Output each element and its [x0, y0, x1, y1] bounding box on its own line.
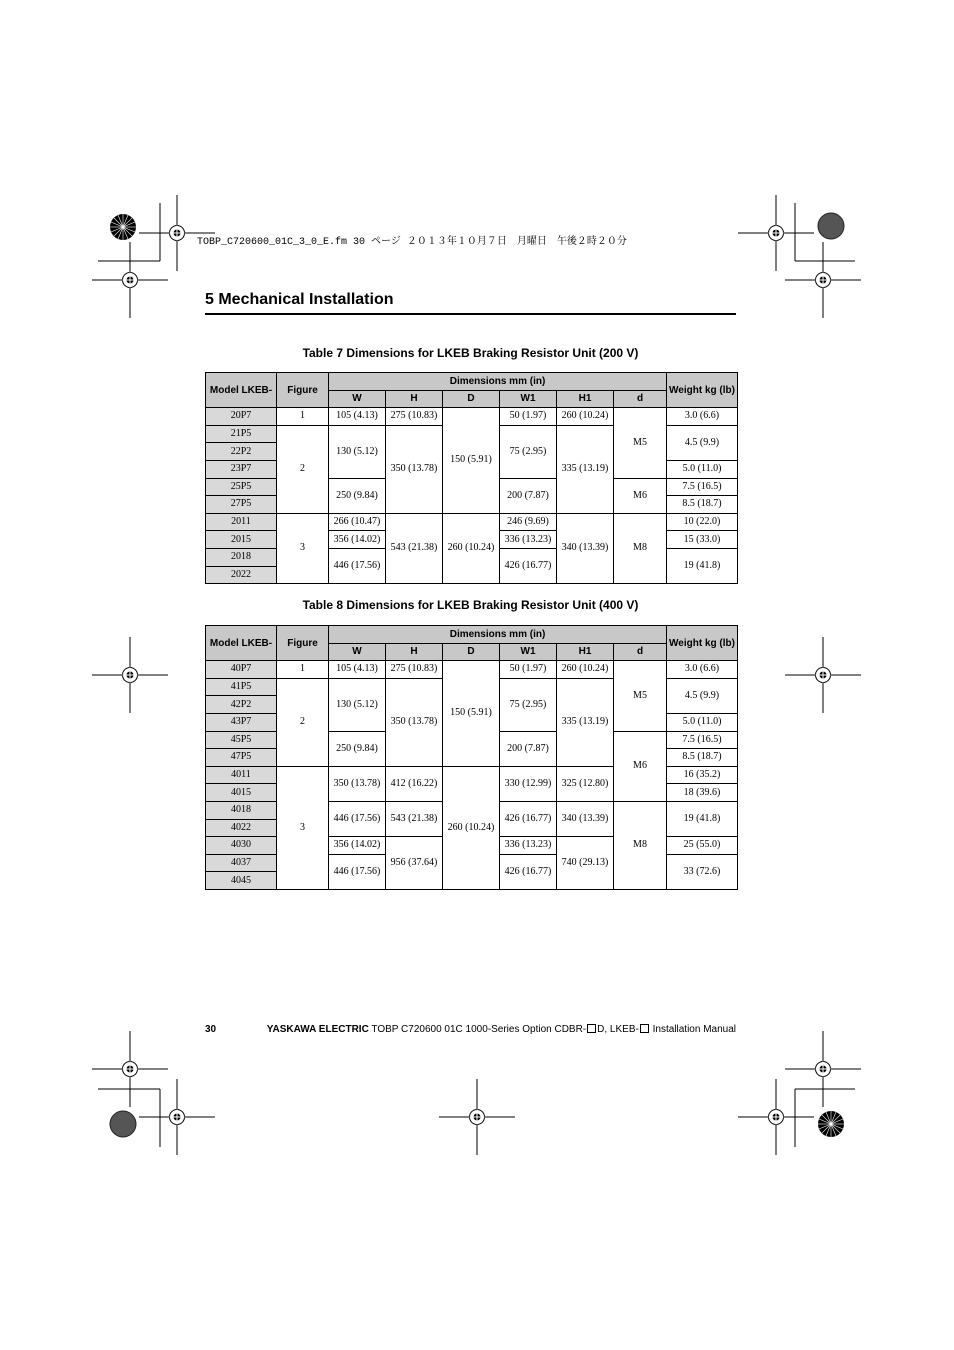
model-cell: 41P5: [206, 678, 277, 696]
h-cell: 350 (13.78): [386, 678, 443, 766]
model-cell: 4022: [206, 819, 277, 837]
h1-cell: 340 (13.39): [557, 801, 614, 836]
figure-cell: 1: [277, 408, 329, 426]
h1-cell: 325 (12.80): [557, 766, 614, 801]
w-cell: 350 (13.78): [329, 766, 386, 801]
w1-cell: 200 (7.87): [500, 731, 557, 766]
w1-cell: 75 (2.95): [500, 425, 557, 478]
h-cell: 543 (21.38): [386, 801, 443, 836]
file-slug: TOBP_C720600_01C_3_0_E.fm 30 ページ ２０１３年１０月７日 月曜日 午後２時２０分: [197, 237, 627, 248]
w1-cell: 426 (16.77): [500, 801, 557, 836]
w1-cell: 50 (1.97): [500, 408, 557, 426]
model-cell: 4030: [206, 837, 277, 855]
header-weight: Weight kg (lb): [667, 626, 738, 661]
d-cell: M6: [614, 731, 667, 801]
h1-cell: 260 (10.24): [557, 661, 614, 679]
model-cell: 45P5: [206, 731, 277, 749]
w-cell: 446 (17.56): [329, 548, 386, 583]
h1-cell: 340 (13.39): [557, 513, 614, 583]
w1-cell: 50 (1.97): [500, 661, 557, 679]
weight-cell: 33 (72.6): [667, 854, 738, 889]
table7-caption: Table 7 Dimensions for LKEB Braking Resistor Unit (200 V): [302, 346, 639, 360]
weight-cell: 7.5 (16.5): [667, 478, 738, 496]
h-cell: 350 (13.78): [386, 425, 443, 513]
figure-cell: 3: [277, 766, 329, 889]
header-w: W: [329, 390, 386, 408]
w1-cell: 426 (16.77): [500, 854, 557, 889]
h-cell: 275 (10.83): [386, 661, 443, 679]
model-cell: 27P5: [206, 496, 277, 514]
w1-cell: 246 (9.69): [500, 513, 557, 531]
model-cell: 47P5: [206, 749, 277, 767]
weight-cell: 19 (41.8): [667, 801, 738, 836]
weight-cell: 10 (22.0): [667, 513, 738, 531]
header-figure: Figure: [277, 373, 329, 408]
model-cell: 25P5: [206, 478, 277, 496]
table7: [205, 372, 738, 584]
weight-cell: 25 (55.0): [667, 837, 738, 855]
h1-cell: 335 (13.19): [557, 425, 614, 513]
figure-cell: 2: [277, 678, 329, 766]
h1-cell: 740 (29.13): [557, 837, 614, 890]
d-cell: M5: [614, 661, 667, 731]
w-cell: 250 (9.84): [329, 731, 386, 766]
model-cell: 2022: [206, 566, 277, 584]
model-cell: 2011: [206, 513, 277, 531]
header-model: Model LKEB-: [206, 626, 277, 661]
weight-cell: 8.5 (18.7): [667, 496, 738, 514]
model-cell: 21P5: [206, 425, 277, 443]
header-w1: W1: [500, 390, 557, 408]
header-model: Model LKEB-: [206, 373, 277, 408]
d-cell: M8: [614, 513, 667, 583]
model-cell: 42P2: [206, 696, 277, 714]
h-cell: 543 (21.38): [386, 513, 443, 583]
footer-brand: YASKAWA ELECTRIC: [266, 1024, 369, 1035]
w1-cell: 200 (7.87): [500, 478, 557, 513]
header-h1: H1: [557, 390, 614, 408]
placeholder-box-icon: [640, 1024, 649, 1033]
weight-cell: 15 (33.0): [667, 531, 738, 549]
header-h1: H1: [557, 643, 614, 661]
w-cell: 250 (9.84): [329, 478, 386, 513]
model-cell: 43P7: [206, 713, 277, 731]
d-col-cell: 150 (5.91): [443, 408, 500, 514]
placeholder-box-icon: [587, 1024, 596, 1033]
header-weight: Weight kg (lb): [667, 373, 738, 408]
weight-cell: 5.0 (11.0): [667, 460, 738, 478]
w1-cell: 75 (2.95): [500, 678, 557, 731]
header-d: d: [614, 390, 667, 408]
header-h: H: [386, 390, 443, 408]
header-w: W: [329, 643, 386, 661]
section-title: 5 Mechanical Installation: [205, 291, 394, 308]
weight-cell: 3.0 (6.6): [667, 408, 738, 426]
w-cell: 105 (4.13): [329, 408, 386, 426]
d-cell: M6: [614, 478, 667, 513]
header-dimensions: Dimensions mm (in): [329, 626, 667, 644]
d-cell: M5: [614, 408, 667, 478]
w-cell: 356 (14.02): [329, 531, 386, 549]
footer-doc-part3: Installation Manual: [649, 1024, 736, 1035]
weight-cell: 16 (35.2): [667, 766, 738, 784]
model-cell: 20P7: [206, 408, 277, 426]
weight-cell: 7.5 (16.5): [667, 731, 738, 749]
w1-cell: 426 (16.77): [500, 548, 557, 583]
header-w1: W1: [500, 643, 557, 661]
model-cell: 4018: [206, 801, 277, 819]
weight-cell: 8.5 (18.7): [667, 749, 738, 767]
section-rule: [205, 313, 736, 315]
w1-cell: 336 (13.23): [500, 837, 557, 855]
weight-cell: 4.5 (9.9): [667, 678, 738, 713]
w1-cell: 330 (12.99): [500, 766, 557, 801]
header-h: H: [386, 643, 443, 661]
w-cell: 446 (17.56): [329, 801, 386, 836]
footer-doc-part2: D, LKEB-: [597, 1024, 639, 1035]
weight-cell: 4.5 (9.9): [667, 425, 738, 460]
figure-cell: 2: [277, 425, 329, 513]
header-d: d: [614, 643, 667, 661]
w1-cell: 336 (13.23): [500, 531, 557, 549]
model-cell: 22P2: [206, 443, 277, 461]
model-cell: 23P7: [206, 460, 277, 478]
h1-cell: 335 (13.19): [557, 678, 614, 766]
footer-doc-part1: TOBP C720600 01C 1000-Series Option CDBR-: [368, 1024, 587, 1035]
footer-doc-title: [267, 1024, 736, 1035]
model-cell: 4015: [206, 784, 277, 802]
header-figure: Figure: [277, 626, 329, 661]
w-cell: 356 (14.02): [329, 837, 386, 855]
model-cell: 40P7: [206, 661, 277, 679]
model-cell: 4045: [206, 872, 277, 890]
figure-cell: 3: [277, 513, 329, 583]
d-col-cell: 260 (10.24): [443, 766, 500, 889]
model-cell: 4037: [206, 854, 277, 872]
h-cell: 956 (37.64): [386, 837, 443, 890]
figure-cell: 1: [277, 661, 329, 679]
d-col-cell: 260 (10.24): [443, 513, 500, 583]
header-d-col: D: [443, 390, 500, 408]
w-cell: 446 (17.56): [329, 854, 386, 889]
page-number: 30: [205, 1024, 217, 1035]
weight-cell: 5.0 (11.0): [667, 713, 738, 731]
w-cell: 130 (5.12): [329, 678, 386, 731]
header-dimensions: Dimensions mm (in): [329, 373, 667, 391]
d-col-cell: 150 (5.91): [443, 661, 500, 767]
weight-cell: 19 (41.8): [667, 548, 738, 583]
table8-caption: Table 8 Dimensions for LKEB Braking Resistor Unit (400 V): [302, 598, 639, 612]
table8: [205, 625, 738, 890]
weight-cell: 18 (39.6): [667, 784, 738, 802]
w-cell: 130 (5.12): [329, 425, 386, 478]
model-cell: 2018: [206, 548, 277, 566]
w-cell: 105 (4.13): [329, 661, 386, 679]
model-cell: 2015: [206, 531, 277, 549]
model-cell: 4011: [206, 766, 277, 784]
w-cell: 266 (10.47): [329, 513, 386, 531]
header-d-col: D: [443, 643, 500, 661]
h-cell: 412 (16.22): [386, 766, 443, 801]
h-cell: 275 (10.83): [386, 408, 443, 426]
d-cell: M8: [614, 801, 667, 889]
h1-cell: 260 (10.24): [557, 408, 614, 426]
weight-cell: 3.0 (6.6): [667, 661, 738, 679]
